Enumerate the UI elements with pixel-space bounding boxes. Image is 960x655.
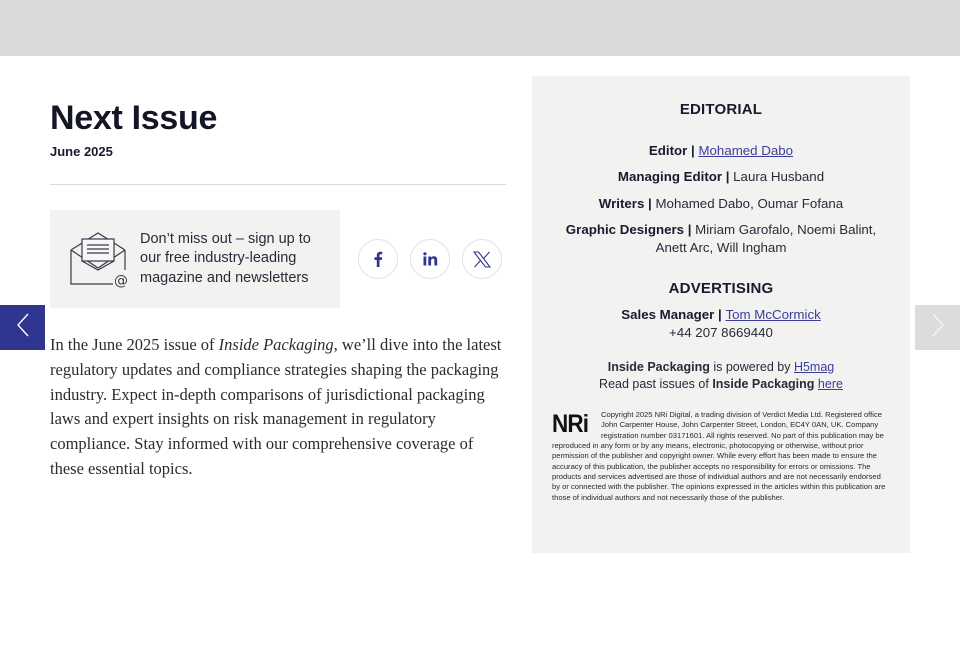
- facebook-share-button[interactable]: [358, 239, 398, 279]
- past-issues-link[interactable]: here: [817, 377, 843, 391]
- top-bar: [0, 0, 960, 56]
- facebook-icon: [373, 251, 383, 267]
- copyright-notice: [552, 410, 890, 503]
- issue-date: June 2025: [50, 144, 113, 159]
- linkedin-share-button[interactable]: [410, 239, 450, 279]
- signup-row: [50, 210, 506, 308]
- editorial-heading: EDITORIAL: [679, 101, 763, 118]
- signup-text: Don’t miss out – sign up to our free industry-leading magazine and newsletters: [140, 230, 311, 286]
- carousel-next-button[interactable]: [915, 305, 960, 350]
- divider: [50, 184, 506, 185]
- linkedin-icon: [423, 252, 438, 266]
- h5mag-link[interactable]: H5mag: [793, 360, 835, 374]
- page-title: Next Issue: [50, 99, 218, 137]
- credit-writers: Writers | Mohamed Dabo, Oumar Fofana: [598, 196, 844, 211]
- credit-managing-editor: Managing Editor | Laura Husband: [617, 169, 825, 184]
- social-share-buttons: [358, 239, 502, 279]
- credit-graphic-designers: Graphic Designers | Miriam Garofalo, Noemi Balint, Anett Arc, Will Ingham: [565, 222, 877, 255]
- sales-manager-link[interactable]: Tom McCormick: [725, 307, 821, 322]
- credits-panel: [532, 76, 910, 553]
- editor-link[interactable]: Mohamed Dabo: [698, 143, 794, 158]
- carousel-prev-button[interactable]: [0, 305, 45, 350]
- nri-logo: NRi: [552, 410, 589, 438]
- x-share-button[interactable]: [462, 239, 502, 279]
- credit-sales-manager: Sales Manager | Tom McCormick: [621, 307, 821, 322]
- chevron-left-icon: [15, 312, 31, 343]
- issue-description: In the June 2025 issue of Inside Packaging, we’ll dive into the latest regulatory updates and compliance strategies shaping the packaging industry. Expect in-depth comparisons of jurisdictional packaging laws and expert insights on risk management in regulatory compliance. Stay informed with our comprehensive coverage of these essential topics.: [50, 335, 502, 478]
- svg-text:@: @: [114, 273, 127, 288]
- powered-by: Inside Packaging is powered by H5mag Read past issues of Inside Packaging here: [599, 360, 843, 391]
- advertising-heading: ADVERTISING: [668, 280, 774, 297]
- publication-name: Inside Packaging: [218, 335, 334, 354]
- sales-phone: +44 207 8669440: [669, 325, 773, 340]
- copyright-text: Copyright 2025 NRi Digital, a trading division of Verdict Media Ltd. Registered office John Carpenter House, John Carpenter Street, London, EC4Y 0AN, UK. Company registration number 03171601. All rights reserved. No part of this publication may be reproduced in any form or by any means, electronic, photocopying or otherwise, without prior permission of the publisher and copyright owner. While every effort has been made to ensure the accuracy of this publication, the publisher accepts no responsibility for errors or omissions. The products and services advertised are those of individual authors and are not necessarily endorsed by or connected with the publisher. The opinions expressed in the articles within this publication are those of individual authors and not necessarily those of the publisher.: [552, 410, 886, 502]
- x-icon: [473, 251, 491, 268]
- envelope-newsletter-icon: [69, 230, 127, 288]
- chevron-right-icon: [930, 312, 946, 343]
- credit-editor: Editor | Mohamed Dabo: [648, 143, 794, 158]
- next-issue-section: [50, 76, 506, 482]
- newsletter-signup-banner[interactable]: [50, 210, 340, 308]
